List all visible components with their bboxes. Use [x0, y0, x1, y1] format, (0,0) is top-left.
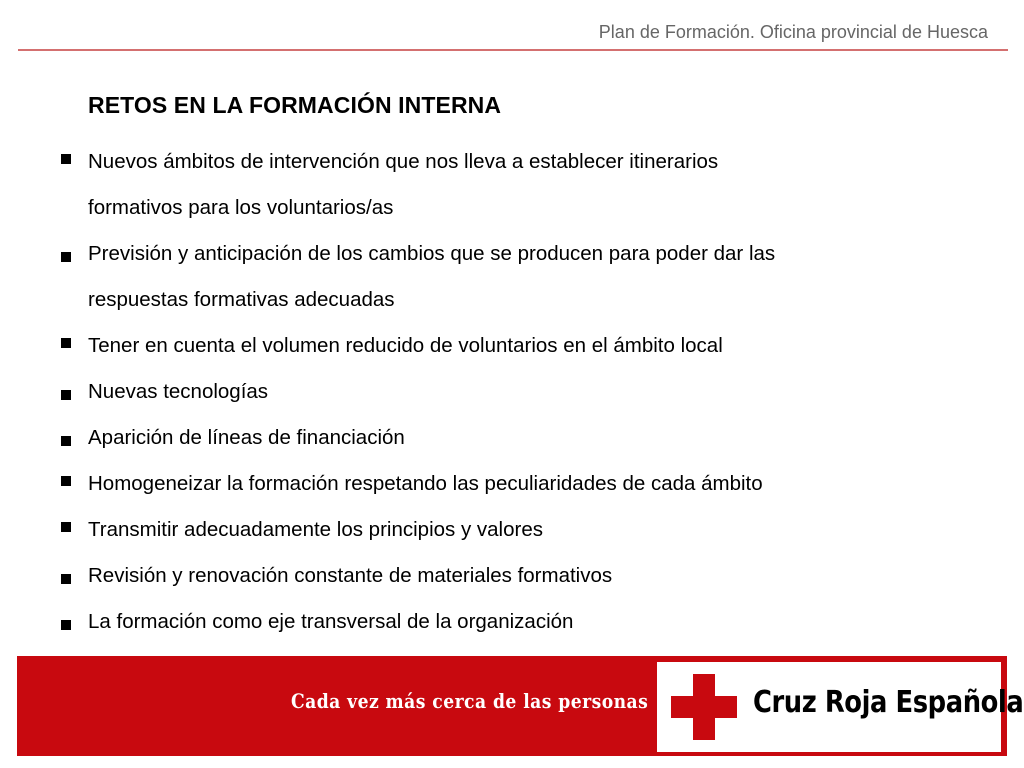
- list-item-line: Tener en cuenta el volumen reducido de voluntarios en el ámbito local: [88, 334, 723, 357]
- list-item: [0, 369, 1024, 415]
- header-divider: [18, 49, 1008, 51]
- square-bullet-icon: [61, 436, 71, 446]
- header-title: Plan de Formación. Oficina provincial de Huesca: [598, 22, 988, 42]
- logo-text: Cruz Roja Española: [753, 685, 1024, 720]
- footer-banner: [17, 656, 1024, 756]
- red-cross-icon: [693, 674, 715, 740]
- list-item-line: respuestas formativas adecuadas: [88, 288, 395, 311]
- square-bullet-icon: [61, 620, 71, 630]
- square-bullet-icon: [61, 338, 71, 348]
- square-bullet-icon: [61, 390, 71, 400]
- square-bullet-icon: [61, 154, 71, 164]
- list-item-line: La formación como eje transversal de la organización: [88, 610, 574, 633]
- list-item-line: Homogeneizar la formación respetando las peculiaridades de cada ámbito: [88, 472, 763, 495]
- list-item: [0, 231, 1024, 323]
- list-item-line: Previsión y anticipación de los cambios que se producen para poder dar las: [88, 242, 776, 265]
- list-item: [0, 507, 1024, 553]
- bullet-list: [0, 139, 1024, 645]
- list-item-line: formativos para los voluntarios/as: [88, 196, 394, 219]
- list-item-line: Nuevas tecnologías: [88, 380, 269, 403]
- list-item-line: Revisión y renovación constante de materiales formativos: [88, 564, 613, 587]
- list-item: [0, 599, 1024, 645]
- list-item: [0, 323, 1024, 369]
- list-item-line: Aparición de líneas de financiación: [88, 426, 405, 449]
- square-bullet-icon: [61, 574, 71, 584]
- footer-slogan: Cada vez más cerca de las personas: [291, 689, 649, 713]
- list-item: [0, 461, 1024, 507]
- square-bullet-icon: [61, 476, 71, 486]
- slide-heading: RETOS EN LA FORMACIÓN INTERNA: [88, 92, 502, 118]
- square-bullet-icon: [61, 252, 71, 262]
- slide-header: [0, 0, 1024, 52]
- list-item-line: Transmitir adecuadamente los principios y valores: [88, 518, 543, 541]
- list-item-line: Nuevos ámbitos de intervención que nos lleva a establecer itinerarios: [88, 150, 719, 173]
- cruz-roja-logo: [657, 662, 1024, 752]
- list-item: [0, 139, 1024, 231]
- list-item: [0, 415, 1024, 461]
- square-bullet-icon: [61, 522, 71, 532]
- list-item: [0, 553, 1024, 599]
